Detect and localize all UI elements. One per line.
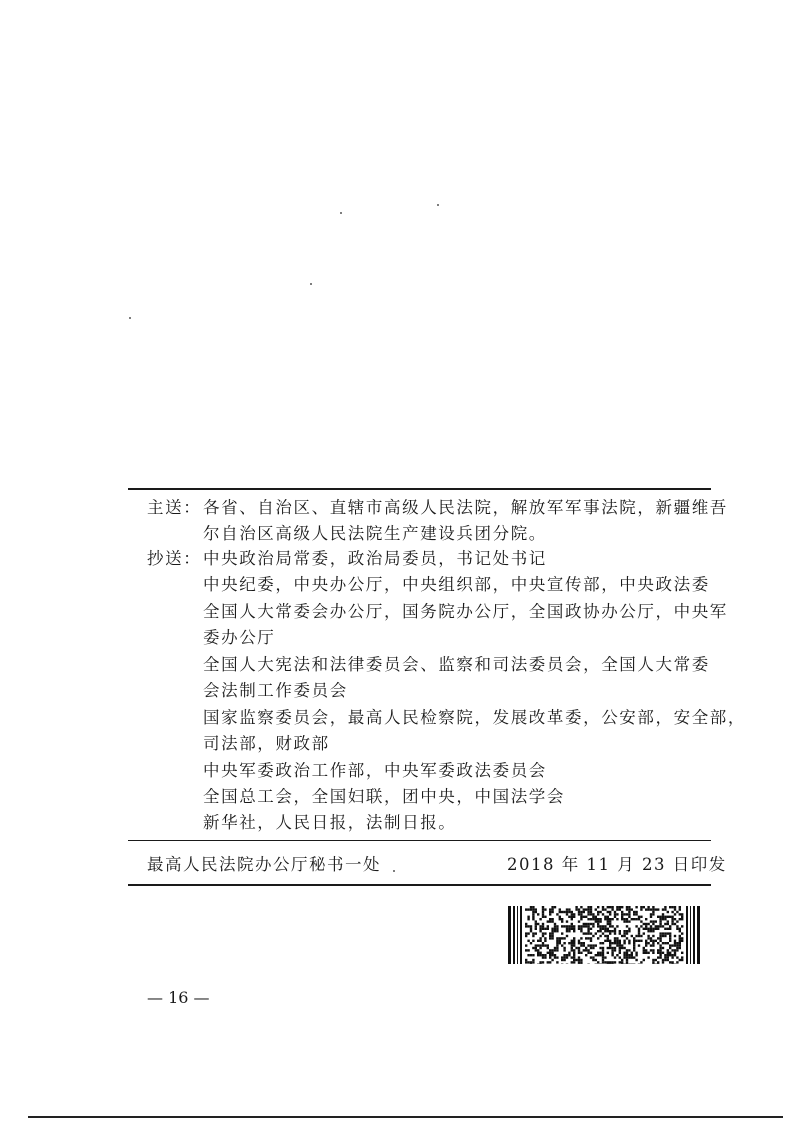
document-barcode — [508, 906, 700, 964]
scan-speck — [437, 204, 439, 206]
copy-recipients-label: 抄送： — [147, 549, 202, 568]
copy-recipients-line: 全国人大常委会办公厅，国务院办公厅，全国政协办公厅，中央军 — [203, 602, 728, 621]
copy-recipients-line: 全国总工会，全国妇联，团中央，中国法学会 — [203, 787, 565, 806]
copy-recipients-line: 中央纪委，中央办公厅，中央组织部，中央宣传部，中央政法委 — [203, 575, 710, 594]
page-number: — 16 — — [147, 988, 210, 1007]
copy-recipients-line: 委办公厅 — [203, 628, 276, 647]
page-bottom-rule — [28, 1116, 783, 1118]
copy-recipients-line: 新华社，人民日报，法制日报。 — [203, 813, 457, 832]
main-recipients-line: 尔自治区高级人民法院生产建设兵团分院。 — [203, 524, 547, 543]
issuer: 最高人民法院办公厅秘书一处 — [147, 855, 381, 874]
main-recipients-line: 各省、自治区、直辖市高级人民法院，解放军军事法院，新疆维吾 — [203, 498, 728, 517]
scan-speck — [393, 870, 395, 872]
copy-recipients-line: 中央政治局常委，政治局委员，书记处书记 — [203, 549, 547, 568]
copy-recipients-line: 中央军委政治工作部，中央军委政法委员会 — [203, 761, 547, 780]
issue-date: 2018 年 11 月 23 日印发 — [507, 855, 727, 874]
footer-bottom-divider — [128, 884, 711, 886]
footer-top-divider — [128, 840, 711, 841]
copy-recipients-line: 国家监察委员会，最高人民检察院，发展改革委，公安部，安全部， — [203, 708, 746, 727]
copy-recipients-line: 司法部，财政部 — [203, 734, 330, 753]
scan-speck — [340, 212, 342, 214]
scan-speck — [129, 317, 131, 319]
top-divider — [128, 488, 711, 490]
main-recipients-label: 主送： — [147, 498, 202, 517]
copy-recipients-line: 会法制工作委员会 — [203, 681, 348, 700]
copy-recipients-line: 全国人大宪法和法律委员会、监察和司法委员会，全国人大常委 — [203, 655, 710, 674]
scan-speck — [310, 283, 312, 285]
